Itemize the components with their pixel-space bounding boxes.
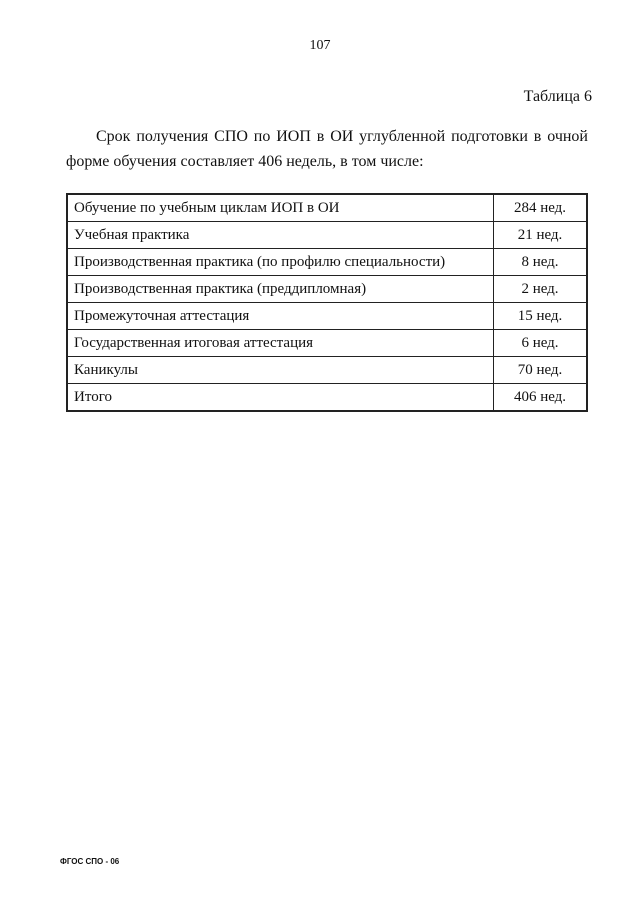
table-row [67, 194, 587, 222]
table-row [67, 222, 587, 249]
table-row [67, 330, 587, 357]
row-label: Промежуточная аттестация [67, 303, 494, 330]
table-caption: Таблица 6 [523, 88, 592, 105]
intro-paragraph: Срок получения СПО по ИОП в ОИ углубленной подготовки в очной форме обучения составляет 406 недель, в том числе: [66, 128, 588, 170]
row-label: Каникулы [67, 357, 494, 384]
duration-table [66, 193, 588, 412]
row-value: 2 нед. [494, 276, 588, 303]
row-value: 6 нед. [494, 330, 588, 357]
row-value: 406 нед. [494, 384, 588, 412]
page-number: 107 [309, 38, 331, 53]
row-label: Производственная практика (по профилю специальности) [67, 249, 494, 276]
table-row [67, 303, 587, 330]
table-row [67, 276, 587, 303]
row-value: 70 нед. [494, 357, 588, 384]
footer-code: ФГОС СПО - 06 [60, 857, 120, 866]
row-label: Производственная практика (преддипломная) [67, 276, 494, 303]
table-row [67, 249, 587, 276]
row-label: Учебная практика [67, 222, 494, 249]
table-row [67, 357, 587, 384]
row-value: 8 нед. [494, 249, 588, 276]
row-label: Итого [67, 384, 494, 412]
row-label: Обучение по учебным циклам ИОП в ОИ [67, 194, 494, 222]
row-value: 21 нед. [494, 222, 588, 249]
table-row-total [67, 384, 587, 412]
row-label: Государственная итоговая аттестация [67, 330, 494, 357]
row-value: 15 нед. [494, 303, 588, 330]
row-value: 284 нед. [494, 194, 588, 222]
